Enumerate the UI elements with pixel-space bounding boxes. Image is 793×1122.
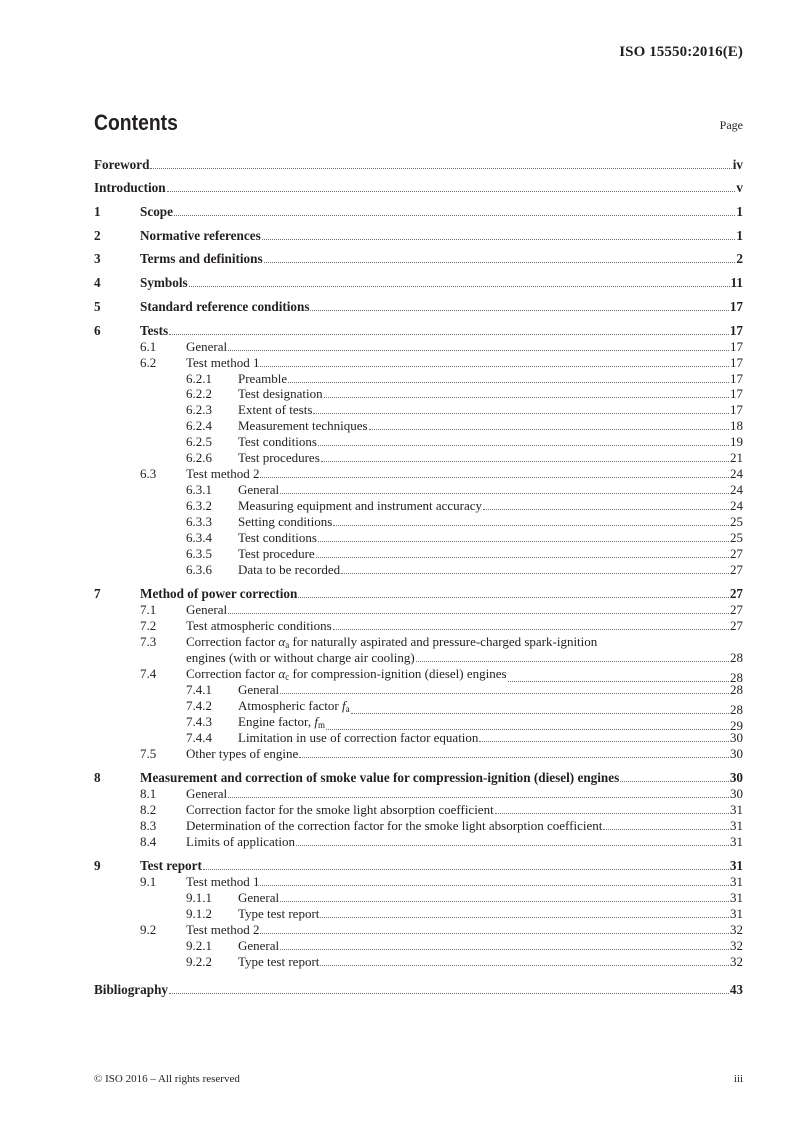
toc-entry[interactable] xyxy=(94,323,743,339)
toc-entry-title[interactable]: General xyxy=(238,938,280,953)
toc-entry-title[interactable]: Correction factor $\alpha_c$ for compression-ignition (diesel) engines xyxy=(186,666,507,682)
dot-leader xyxy=(483,508,729,510)
toc-entry-page[interactable]: 11 xyxy=(730,275,743,290)
toc-entry[interactable] xyxy=(94,618,743,634)
toc-entry-title[interactable]: Test conditions xyxy=(238,530,317,545)
toc-entry-page[interactable]: 31 xyxy=(730,802,743,817)
toc-entry[interactable] xyxy=(94,204,743,220)
toc-entry[interactable] xyxy=(94,634,743,650)
toc-entry[interactable] xyxy=(94,802,743,818)
toc-entry-number: 7 xyxy=(94,586,101,601)
toc-entry-page[interactable]: 24 xyxy=(730,466,743,481)
toc-entry-page[interactable]: 31 xyxy=(730,818,743,833)
toc-entry-number: 7.4.4 xyxy=(186,730,212,745)
toc-entry-title[interactable]: Test procedure xyxy=(238,546,315,561)
dot-leader xyxy=(167,190,736,192)
dot-leader xyxy=(495,812,729,814)
toc-entry-title[interactable]: Test report xyxy=(140,858,202,873)
toc-entry-page[interactable]: 27 xyxy=(729,586,743,601)
toc-entry-title[interactable]: Test conditions xyxy=(238,434,317,449)
dot-leader xyxy=(280,948,729,950)
toc-entry-title[interactable]: Foreword xyxy=(94,157,150,172)
dot-leader xyxy=(169,333,729,335)
toc-entry[interactable] xyxy=(94,982,743,998)
toc-entry-number: 7.4.3 xyxy=(186,714,212,729)
toc-entry[interactable] xyxy=(94,251,743,267)
toc-entry-title[interactable]: Engine factor, $f_m$ xyxy=(238,714,326,730)
toc-entry-title[interactable]: Test method 1 xyxy=(186,355,260,370)
toc-entry-number: 9.1.1 xyxy=(186,890,212,905)
dot-leader xyxy=(318,444,729,446)
dot-leader xyxy=(260,365,729,367)
toc-entry[interactable] xyxy=(94,666,743,685)
toc-entry-number: 7.4 xyxy=(140,666,157,681)
toc-entry-page[interactable]: 31 xyxy=(730,834,743,849)
toc-entry-number: 7.4.1 xyxy=(186,682,212,697)
toc-entry-page[interactable]: 30 xyxy=(730,730,743,745)
toc-entry[interactable] xyxy=(94,874,743,890)
toc-entry-page[interactable]: 32 xyxy=(730,938,743,953)
dot-leader xyxy=(228,349,729,351)
toc-entry-title-line2[interactable]: engines (with or without charge air cooling) xyxy=(186,650,415,665)
toc-entry-title[interactable]: Correction factor $\alpha_a$ for naturally aspirated and pressure-charged spark-ignition xyxy=(186,634,598,650)
toc-entry-page[interactable]: 17 xyxy=(730,386,743,401)
toc-entry-number: 6.3 xyxy=(140,466,157,481)
dot-leader xyxy=(318,540,729,542)
toc-entry-title[interactable]: Test method 2 xyxy=(186,922,260,937)
toc-entry-title[interactable]: Test method 1 xyxy=(186,874,260,889)
toc-entry[interactable] xyxy=(94,546,743,562)
toc-entry[interactable] xyxy=(94,922,743,938)
toc-entry-number: 8.4 xyxy=(140,834,157,849)
toc-entry-page[interactable]: 24 xyxy=(730,482,743,497)
toc-entry[interactable] xyxy=(94,418,743,434)
toc-entry-number: 7.1 xyxy=(140,602,157,617)
toc-entry-page[interactable]: 25 xyxy=(730,530,743,545)
dot-leader xyxy=(260,932,729,934)
dot-leader xyxy=(416,660,729,662)
toc-entry-page[interactable]: 27 xyxy=(730,602,743,617)
toc-entry-page[interactable]: 32 xyxy=(730,954,743,969)
toc-entry-number: 9.2.2 xyxy=(186,954,212,969)
toc-entry[interactable] xyxy=(94,339,743,355)
dot-leader xyxy=(280,900,729,902)
dot-leader xyxy=(320,916,729,918)
toc-entry-number: 6.2.3 xyxy=(186,402,212,417)
toc-entry-number: 9 xyxy=(94,858,101,873)
toc-entry-title[interactable]: Normative references xyxy=(140,228,261,243)
toc-entry-title[interactable]: Tests xyxy=(140,323,169,338)
toc-entry-number: 6.2.5 xyxy=(186,434,212,449)
toc-entry-title[interactable]: Atmospheric factor $f_a$ xyxy=(238,698,350,714)
toc-entry-page[interactable]: v xyxy=(736,180,743,195)
toc-entry-page[interactable]: 25 xyxy=(730,514,743,529)
dot-leader xyxy=(333,628,729,630)
toc-entry-number: 6.2.1 xyxy=(186,371,212,386)
toc-entry-title[interactable]: Terms and definitions xyxy=(140,251,263,266)
toc-entry-title[interactable]: Data to be recorded xyxy=(238,562,341,577)
toc-entry-page[interactable]: 29 xyxy=(730,718,743,733)
toc-entry-number: 9.2 xyxy=(140,922,157,937)
toc-entry[interactable] xyxy=(94,157,743,173)
math-symbol: $f_a$ xyxy=(341,698,350,714)
dot-leader xyxy=(313,412,729,414)
toc-entry-title[interactable]: Extent of tests xyxy=(238,402,313,417)
toc-entry-page[interactable]: 17 xyxy=(729,323,743,338)
toc-entry-number: 6 xyxy=(94,323,101,338)
toc-entry-title[interactable]: General xyxy=(238,890,280,905)
toc-entry-title[interactable]: Type test report xyxy=(238,954,320,969)
toc-entry-number: 6.3.2 xyxy=(186,498,212,513)
dot-leader xyxy=(228,612,729,614)
toc-entry-number: 6.3.1 xyxy=(186,482,212,497)
dot-leader xyxy=(296,844,729,846)
toc-entry-title[interactable]: General xyxy=(238,482,280,497)
dot-leader xyxy=(603,828,729,830)
footer-copyright: © ISO 2016 – All rights reserved xyxy=(94,1073,240,1085)
toc-entry[interactable] xyxy=(94,786,743,802)
dot-leader xyxy=(203,868,729,870)
toc-entry-title[interactable]: Limitation in use of correction factor equation xyxy=(238,730,479,745)
toc-entry-number: 7.2 xyxy=(140,618,157,633)
toc-entry-number: 8.3 xyxy=(140,818,157,833)
toc-entry[interactable] xyxy=(94,698,743,717)
dot-leader xyxy=(189,285,730,287)
toc-entry-page[interactable]: 2 xyxy=(736,251,743,266)
toc-entry-page[interactable]: 27 xyxy=(730,618,743,633)
toc-entry[interactable] xyxy=(94,730,743,746)
toc-entry[interactable] xyxy=(94,746,743,762)
toc-entry[interactable] xyxy=(94,275,743,291)
toc-entry-page[interactable]: 17 xyxy=(730,355,743,370)
toc-entry-title[interactable]: Introduction xyxy=(94,180,166,195)
dot-leader xyxy=(264,261,736,263)
math-symbol: $\alpha_c$ xyxy=(278,666,290,682)
toc-entry[interactable] xyxy=(94,530,743,546)
toc-entry-page[interactable]: 17 xyxy=(729,299,743,314)
toc-entry-title[interactable]: Test procedures xyxy=(238,450,320,465)
dot-leader xyxy=(174,214,735,216)
toc-entry-page[interactable]: iv xyxy=(732,157,743,172)
toc-entry[interactable] xyxy=(94,386,743,402)
document-id: ISO 15550:2016(E) xyxy=(619,44,743,60)
toc-entry-title[interactable]: Preamble xyxy=(238,371,288,386)
toc-entry[interactable] xyxy=(94,586,743,602)
toc-entry[interactable] xyxy=(94,562,743,578)
toc-entry-number: 6.3.5 xyxy=(186,546,212,561)
toc-entry[interactable] xyxy=(94,714,743,733)
toc-entry-continuation[interactable] xyxy=(94,650,743,666)
dot-leader xyxy=(620,780,729,782)
toc-entry-title[interactable]: Symbols xyxy=(140,275,188,290)
dot-leader xyxy=(479,740,729,742)
toc-entry-page[interactable]: 1 xyxy=(736,204,743,219)
toc-entry-page[interactable]: 17 xyxy=(730,339,743,354)
toc-entry-number: 7.3 xyxy=(140,634,157,649)
toc-entry-number: 9.1 xyxy=(140,874,157,889)
toc-entry-title[interactable]: Test atmospheric conditions xyxy=(186,618,332,633)
toc-entry-title[interactable]: Type test report xyxy=(238,906,320,921)
toc-entry[interactable] xyxy=(94,770,743,786)
toc-entry-page[interactable]: 30 xyxy=(730,746,743,761)
dot-leader xyxy=(150,167,731,169)
toc-entry-title[interactable]: Measuring equipment and instrument accuracy xyxy=(238,498,483,513)
toc-entry-number: 8.2 xyxy=(140,802,157,817)
toc-entry-number: 6.2 xyxy=(140,355,157,370)
toc-entry[interactable] xyxy=(94,402,743,418)
dot-leader xyxy=(324,396,729,398)
toc-entry-number: 6.1 xyxy=(140,339,157,354)
toc-entry-page[interactable]: 28 xyxy=(730,702,743,717)
footer-page-number: iii xyxy=(733,1073,743,1085)
toc-entry-page[interactable]: 19 xyxy=(730,434,743,449)
dot-leader xyxy=(316,556,729,558)
toc-entry-page[interactable]: 31 xyxy=(730,874,743,889)
toc-entry-page[interactable]: 17 xyxy=(730,371,743,386)
toc-entry-title[interactable]: Standard reference conditions xyxy=(140,299,310,314)
toc-entry-number: 7.4.2 xyxy=(186,698,212,713)
dot-leader xyxy=(320,964,729,966)
toc-entry-number: 6.3.4 xyxy=(186,530,212,545)
dot-leader xyxy=(169,992,729,994)
toc-entry[interactable] xyxy=(94,355,743,371)
toc-entry-number: 5 xyxy=(94,299,101,314)
toc-entry[interactable] xyxy=(94,890,743,906)
toc-entry-number: 1 xyxy=(94,204,101,219)
dot-leader xyxy=(341,572,729,574)
toc-entry-number: 9.2.1 xyxy=(186,938,212,953)
dot-leader xyxy=(288,381,729,383)
toc-entry[interactable] xyxy=(94,228,743,244)
toc-entry[interactable] xyxy=(94,450,743,466)
toc-entry-title[interactable]: Test method 2 xyxy=(186,466,260,481)
toc-entry-title[interactable]: Method of power correction xyxy=(140,586,298,601)
toc-entry[interactable] xyxy=(94,858,743,874)
dot-leader xyxy=(280,492,729,494)
toc-entry-number: 2 xyxy=(94,228,101,243)
toc-entry-page[interactable]: 31 xyxy=(729,858,743,873)
toc-entry[interactable] xyxy=(94,482,743,498)
toc-entry-page[interactable]: 43 xyxy=(729,982,743,997)
toc-entry-page[interactable]: 17 xyxy=(730,402,743,417)
toc-entry-number: 8 xyxy=(94,770,101,785)
math-symbol: $f_m$ xyxy=(314,714,326,730)
toc-entry[interactable] xyxy=(94,466,743,482)
toc-entry[interactable] xyxy=(94,434,743,450)
math-symbol: $\alpha_a$ xyxy=(278,634,290,650)
toc-entry-page[interactable]: 28 xyxy=(730,670,743,685)
dot-leader xyxy=(280,692,729,694)
toc-entry-page[interactable]: 18 xyxy=(730,418,743,433)
toc-entry-title[interactable]: Scope xyxy=(140,204,173,219)
toc-entry-page[interactable]: 1 xyxy=(736,228,743,243)
toc-entry[interactable] xyxy=(94,906,743,922)
toc-entry-title[interactable]: Limits of application xyxy=(186,834,296,849)
toc-entry-number: 6.2.2 xyxy=(186,386,212,401)
dot-leader xyxy=(262,238,736,240)
toc-entry-title[interactable]: General xyxy=(186,602,228,617)
toc-entry[interactable] xyxy=(94,602,743,618)
toc-entry-number: 8.1 xyxy=(140,786,157,801)
toc-entry[interactable] xyxy=(94,299,743,315)
toc-entry-title[interactable]: Correction factor for the smoke light absorption coefficient xyxy=(186,802,494,817)
toc-entry-page[interactable]: 27 xyxy=(730,562,743,577)
contents-heading: Contents xyxy=(94,110,178,135)
dot-leader xyxy=(228,796,729,798)
toc-entry[interactable] xyxy=(94,954,743,970)
toc-entry-title[interactable]: Setting conditions xyxy=(238,514,333,529)
toc-entry-number: 7.5 xyxy=(140,746,157,761)
toc-entry[interactable] xyxy=(94,498,743,514)
toc-entry-number: 9.1.2 xyxy=(186,906,212,921)
toc-entry-title[interactable]: Measurement techniques xyxy=(238,418,368,433)
toc-entry-page[interactable]: 28 xyxy=(730,650,743,665)
toc-entry-number: 6.2.6 xyxy=(186,450,212,465)
dot-leader xyxy=(260,476,729,478)
toc-entry-number: 3 xyxy=(94,251,101,266)
toc-entry-page[interactable]: 31 xyxy=(730,890,743,905)
toc-entry-page[interactable]: 30 xyxy=(729,770,743,785)
dot-leader xyxy=(310,309,728,311)
toc-entry-title[interactable]: Measurement and correction of smoke value for compression-ignition (diesel) engines xyxy=(140,770,620,785)
dot-leader xyxy=(260,884,729,886)
toc-entry[interactable] xyxy=(94,514,743,530)
dot-leader xyxy=(333,524,729,526)
dot-leader xyxy=(369,428,729,430)
toc-entry-number: 6.2.4 xyxy=(186,418,212,433)
page-column-label: Page xyxy=(719,118,743,132)
toc-entry-number: 6.3.3 xyxy=(186,514,212,529)
toc-entry-page[interactable]: 30 xyxy=(730,786,743,801)
dot-leader xyxy=(321,460,729,462)
toc-entry[interactable] xyxy=(94,818,743,834)
toc-entry-title[interactable]: Other types of engine xyxy=(186,746,299,761)
toc-entry-page[interactable]: 27 xyxy=(730,546,743,561)
toc-entry-title[interactable]: Determination of the correction factor for the smoke light absorption coefficient xyxy=(186,818,603,833)
toc-entry-number: 6.3.6 xyxy=(186,562,212,577)
toc-entry-page[interactable]: 32 xyxy=(730,922,743,937)
toc-entry-number: 4 xyxy=(94,275,101,290)
toc-entry-title[interactable]: Test designation xyxy=(238,386,323,401)
toc-entry-page[interactable]: 31 xyxy=(730,906,743,921)
dot-leader xyxy=(299,756,729,758)
toc-entry-page[interactable]: 28 xyxy=(730,682,743,697)
toc-entry-title[interactable]: General xyxy=(186,786,228,801)
toc-entry[interactable] xyxy=(94,180,743,196)
toc-entry[interactable] xyxy=(94,938,743,954)
toc-entry[interactable] xyxy=(94,682,743,698)
toc-entry-page[interactable]: 21 xyxy=(730,450,743,465)
dot-leader xyxy=(298,596,728,598)
toc-entry-title[interactable]: Bibliography xyxy=(94,982,169,997)
toc-entry-page[interactable]: 24 xyxy=(730,498,743,513)
toc-entry[interactable] xyxy=(94,371,743,387)
toc-entry[interactable] xyxy=(94,834,743,850)
toc-entry-title[interactable]: General xyxy=(238,682,280,697)
toc-entry-title[interactable]: General xyxy=(186,339,228,354)
